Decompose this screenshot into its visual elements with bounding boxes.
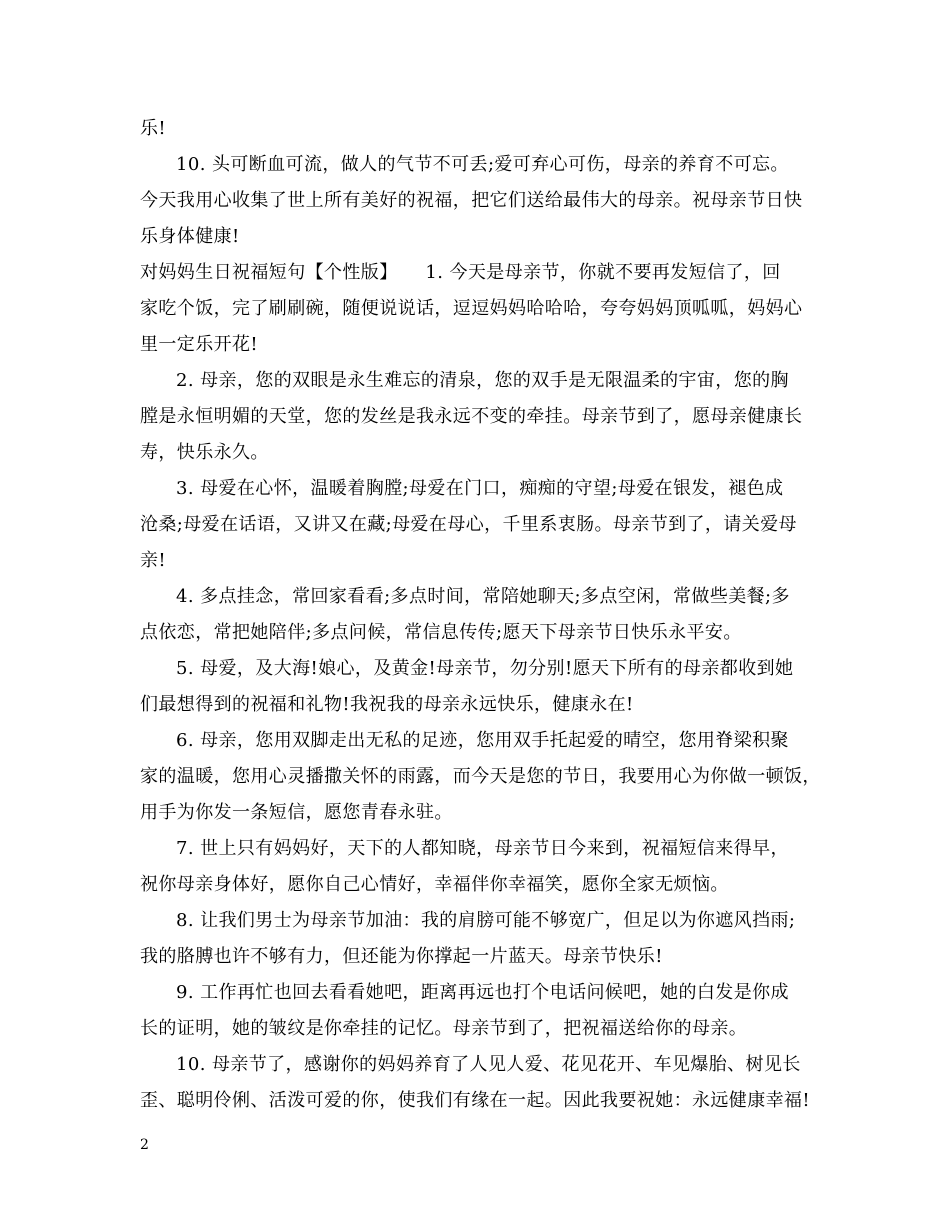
text-line: 2. 母亲，您的双眼是永生难忘的清泉，您的双手是无限温柔的宇宙，您的胸 xyxy=(176,370,789,391)
text-line: 6. 母亲，您用双脚走出无私的足迹，您用双手托起爱的晴空，您用脊梁积聚 xyxy=(176,730,789,751)
text-line: 家吃个饭，完了刷刷碗，随便说说话，逗逗妈妈哈哈哈，夸夸妈妈顶呱呱，妈妈心 xyxy=(140,298,803,319)
text-line: 亲! xyxy=(140,550,167,571)
text-line: 用手为你发一条短信，愿您青春永驻。 xyxy=(140,802,453,823)
text-line: 祝你母亲身体好，愿你自己心情好，幸福伴你幸福笑，愿你全家无烦恼。 xyxy=(140,874,729,895)
text-line: 今天我用心收集了世上所有美好的祝福，把它们送给最伟大的母亲。祝母亲节日快 xyxy=(140,190,803,211)
text-line: 歪、聪明伶俐、活泼可爱的你，使我们有缘在一起。因此我要祝她：永远健康幸福! xyxy=(140,1090,811,1111)
page-number: 2 xyxy=(140,1137,149,1153)
text-line: 里一定乐开花! xyxy=(140,334,259,355)
text-line: 沧桑;母爱在话语，又讲又在藏;母爱在母心，千里系衷肠。母亲节到了，请关爱母 xyxy=(140,514,797,535)
text-line: 们最想得到的祝福和礼物!我祝我的母亲永远快乐，健康永在! xyxy=(140,694,634,715)
text-line: 家的温暖，您用心灵播撒关怀的雨露，而今天是您的节日，我要用心为你做一顿饭， xyxy=(140,766,821,787)
text-line: 8. 让我们男士为母亲节加油：我的肩膀可能不够宽广，但足以为你遮风挡雨; xyxy=(176,910,796,931)
text-line: 乐! xyxy=(140,118,167,139)
text-line: 乐身体健康! xyxy=(140,226,240,247)
text-line: 5. 母爱，及大海!娘心，及黄金!母亲节，勿分别!愿天下所有的母亲都收到她 xyxy=(176,658,794,679)
text-line: 10. 头可断血可流，做人的气节不可丢;爱可弃心可伤，母亲的养育不可忘。 xyxy=(176,154,789,175)
text-line: 10. 母亲节了，感谢你的妈妈养育了人见人爱、花见花开、车见爆胎、树见长 xyxy=(176,1054,801,1075)
text-line: 4. 多点挂念，常回家看看;多点时间，常陪她聊天;多点空闲，常做些美餐;多 xyxy=(176,586,790,607)
text-line: 膛是永恒明媚的天堂，您的发丝是我永远不变的牵挂。母亲节到了，愿母亲健康长 xyxy=(140,406,803,427)
text-line: 9. 工作再忙也回去看看她吧，距离再远也打个电话问候吧，她的白发是你成 xyxy=(176,982,789,1003)
text-line: 我的胳膊也许不够有力，但还能为你撑起一片蓝天。母亲节快乐! xyxy=(140,946,663,967)
text-line: 长的证明，她的皱纹是你牵挂的记忆。母亲节到了，把祝福送给你的母亲。 xyxy=(140,1018,748,1039)
text-line: 点依恋，常把她陪伴;多点问候，常信息传传;愿天下母亲节日快乐永平安。 xyxy=(140,622,742,643)
text-line: 寿，快乐永久。 xyxy=(140,442,269,463)
section-heading-line: 对妈妈生日祝福短句【个性版】 1. 今天是母亲节，你就不要再发短信了，回 xyxy=(140,262,781,283)
text-line: 7. 世上只有妈妈好，天下的人都知晓，母亲节日今来到，祝福短信来得早， xyxy=(176,838,789,859)
text-line: 3. 母爱在心怀，温暖着胸膛;母爱在门口，痴痴的守望;母爱在银发，褪色成 xyxy=(176,478,784,499)
